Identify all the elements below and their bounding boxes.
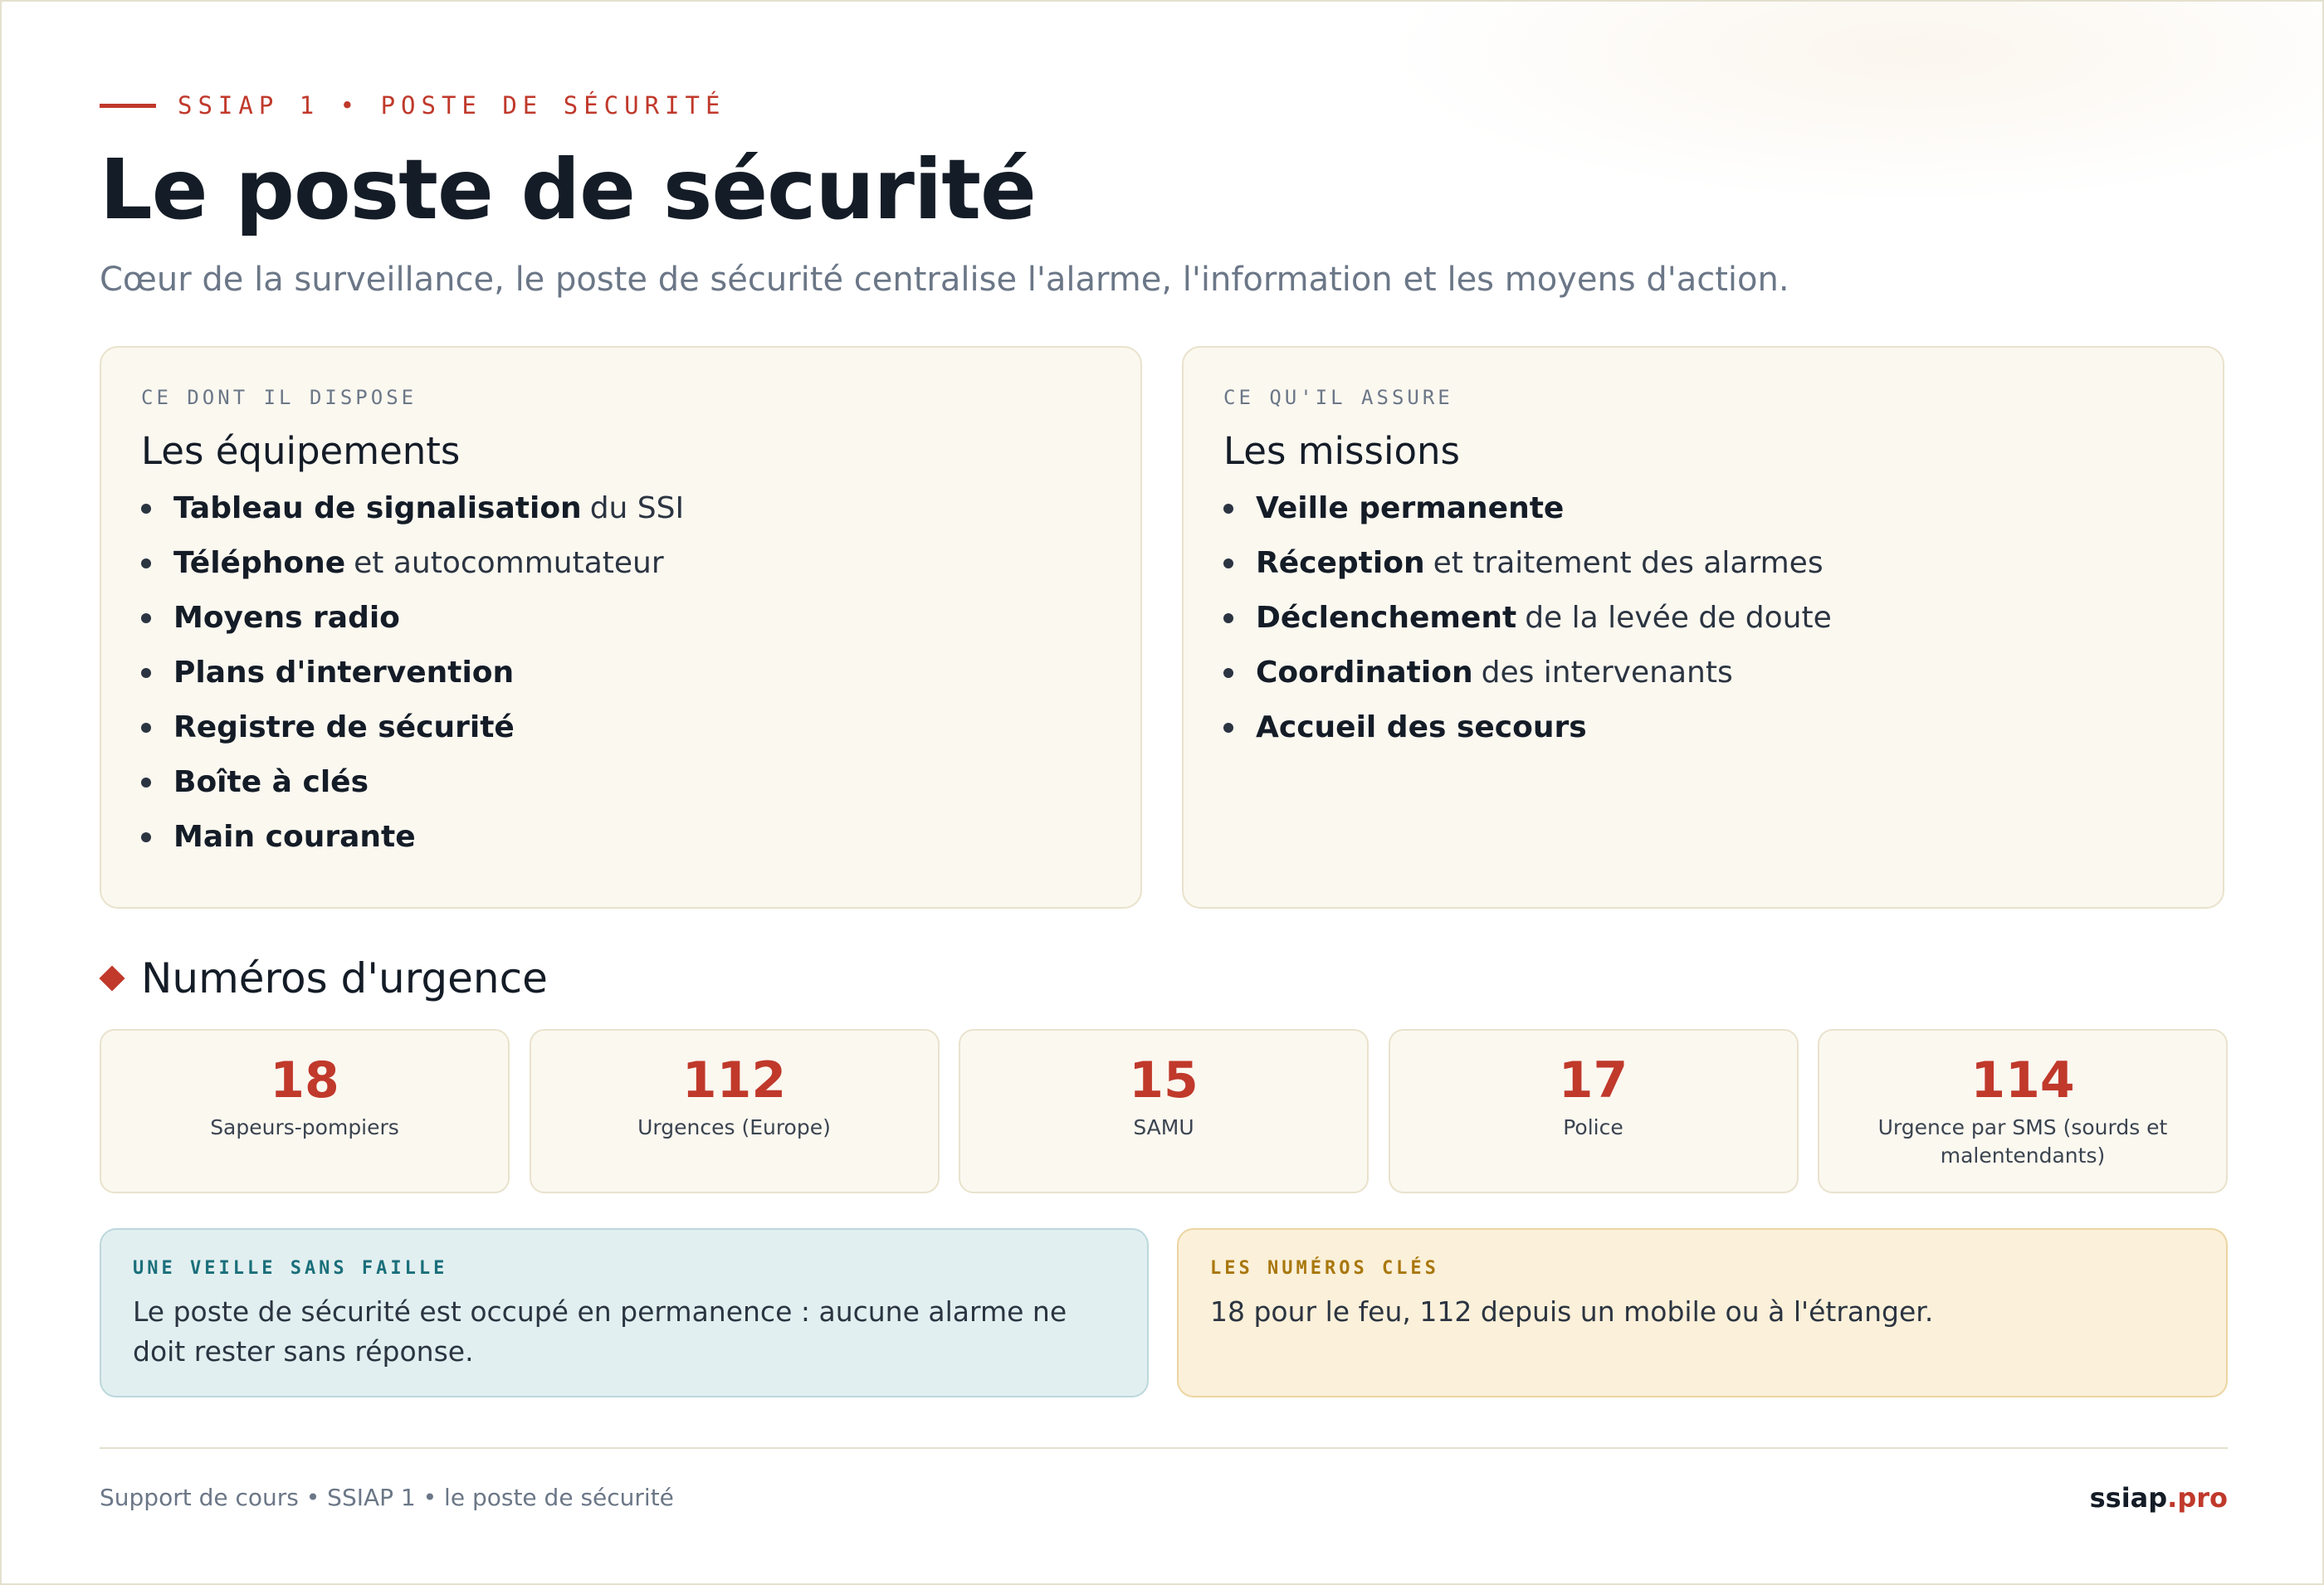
item-bold: Tableau de signalisation [173,491,582,525]
number-card [1389,1029,1799,1193]
list-item [141,700,1101,755]
item-rest: du SSI [589,491,685,525]
bullet-icon [141,558,151,568]
item-rest: des intervenants [1481,656,1733,690]
diamond-icon [99,965,124,991]
item-bold: Veille permanente [1256,491,1565,525]
veille-callout [100,1228,1149,1397]
bullet-icon [1223,558,1233,568]
urgence-heading [100,954,548,1002]
header-kicker [100,91,725,119]
list-item [1223,646,2183,700]
bullet-icon [1223,668,1233,678]
missions-kicker: CE QU'IL ASSURE [1223,386,1453,409]
number-value: 112 [681,1051,787,1110]
number-label: Police [1563,1115,1623,1139]
list-item [141,536,1101,591]
list-item [1223,700,2183,755]
bullet-icon [141,668,151,678]
missions-list [1223,481,2183,755]
numeros-callout [1177,1228,2228,1397]
list-item [1223,536,2183,591]
list-item [1223,591,2183,646]
item-bold: Coordination [1256,656,1473,690]
equipements-list [141,481,1101,865]
missions-card [1182,346,2224,909]
equipements-title: Les équipements [141,429,461,473]
number-label: Urgences (Europe) [637,1115,831,1139]
urgence-numbers [100,1029,2228,1193]
item-bold: Boîte à clés [173,765,369,799]
equipements-card [100,346,1142,909]
item-bold: Téléphone [173,546,346,580]
bullet-icon [141,504,151,514]
item-bold: Réception [1256,546,1425,580]
number-card [530,1029,940,1193]
number-value: 18 [270,1051,339,1110]
item-bold: Déclenchement [1256,601,1517,635]
list-item [141,646,1101,700]
list-item [141,810,1101,865]
item-bold: Main courante [173,820,416,854]
number-label: SAMU [1133,1115,1194,1139]
footer-caption: Support de cours • SSIAP 1 • le poste de sécurité [100,1484,674,1511]
number-value: 114 [1970,1051,2075,1110]
number-card [959,1029,1369,1193]
veille-text: Le poste de sécurité est occupé en permanence : aucune alarme ne doit rester sans réponse. [133,1295,1067,1368]
number-card [1818,1029,2228,1193]
kicker-rule [100,104,156,108]
page-subtitle: Cœur de la surveillance, le poste de sécurité centralise l'alarme, l'information et les moyens d'action. [100,261,1789,299]
item-rest: et traitement des alarmes [1433,546,1824,580]
urgence-title: Numéros d'urgence [141,954,548,1002]
number-label: Urgence par SMS (sourds et malentendants) [1877,1115,2168,1168]
footer-divider [100,1447,2228,1449]
list-item [141,755,1101,810]
brand-accent: .pro [2167,1482,2228,1514]
bullet-icon [141,778,151,788]
list-item [1223,481,2183,536]
bullet-icon [141,832,151,842]
number-label: Sapeurs-pompiers [210,1115,399,1139]
item-bold: Accueil des secours [1256,710,1587,744]
kicker-text: SSIAP 1 • POSTE DE SÉCURITÉ [178,91,726,119]
number-value: 15 [1129,1051,1199,1110]
list-item [141,591,1101,646]
bullet-icon [141,613,151,623]
item-rest: de la levée de doute [1525,601,1832,635]
bullet-icon [141,723,151,733]
missions-title: Les missions [1223,429,1460,473]
veille-kicker: UNE VEILLE SANS FAILLE [133,1258,448,1279]
page-title: Le poste de sécurité [100,141,1036,238]
bullet-icon [1223,504,1233,514]
number-value: 17 [1558,1051,1628,1110]
number-card [100,1029,510,1193]
bullet-icon [1223,723,1233,733]
list-item [141,481,1101,536]
bullet-icon [1223,613,1233,623]
item-bold: Moyens radio [173,601,400,635]
numeros-text: 18 pour le feu, 112 depuis un mobile ou à l'étranger. [1210,1295,1934,1328]
item-rest: et autocommutateur [354,546,664,580]
item-bold: Registre de sécurité [173,710,515,744]
numeros-kicker: LES NUMÉROS CLÉS [1210,1258,1439,1279]
equipements-kicker: CE DONT IL DISPOSE [141,386,417,409]
item-bold: Plans d'intervention [173,656,515,690]
brand-main: ssiap [2089,1482,2168,1514]
footer-brand [2090,1482,2228,1514]
